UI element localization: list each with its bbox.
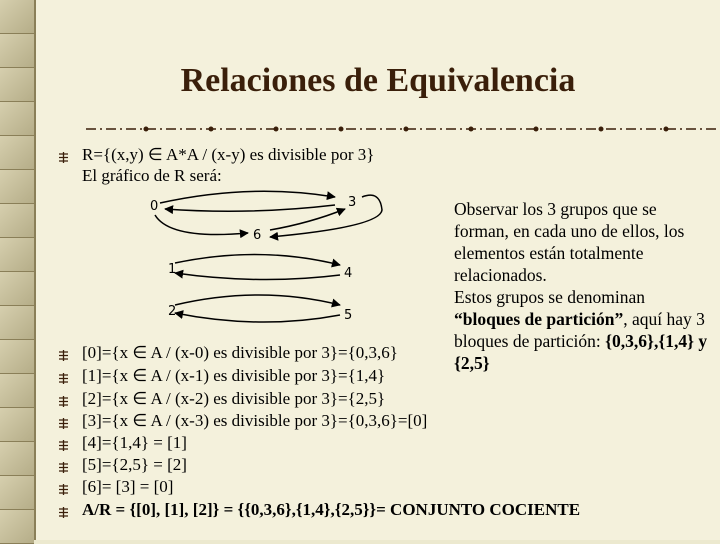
class-4: [4]={1,4} = [1] (82, 433, 187, 452)
relation-definition: R={(x,y) ∈ A*A / (x-y) es divisible por 3} (82, 145, 375, 164)
graph-node-2: 2 (168, 304, 177, 319)
class-2: [2]={x ∈ A / (x-2) es divisible por 3}={2,5} (82, 389, 386, 408)
class-3: [3]={x ∈ A / (x-3) es divisible por 3}={0,3,6}=[0] (82, 411, 428, 430)
bullet-icon (58, 507, 69, 518)
graph-node-0: 0 (150, 199, 159, 214)
graph-caption: El gráfico de R será: (82, 166, 222, 185)
bullet-icon (58, 418, 69, 429)
class-6: [6]= [3] = [0] (82, 477, 174, 496)
decorative-divider (86, 122, 720, 136)
bullet-icon (58, 484, 69, 495)
graph-node-3: 3 (348, 195, 357, 210)
observation-note (454, 198, 708, 374)
bullet-icon (58, 350, 69, 361)
graph-node-5: 5 (344, 308, 353, 323)
graph-node-4: 4 (344, 266, 353, 281)
graph-node-1: 1 (168, 262, 177, 277)
class-0: [0]={x ∈ A / (x-0) es divisible por 3}={0,3,6} (82, 343, 398, 362)
relation-graph (130, 185, 430, 335)
bullet-icon (58, 462, 69, 473)
partition-blocks: {0,3,6},{1,4} y {2,5} (454, 331, 708, 373)
graph-node-6: 6 (253, 228, 262, 243)
bullet-icon (58, 396, 69, 407)
observation-text-2: Estos grupos se denominan (454, 287, 646, 307)
quotient-set: A/R = {[0], [1], [2]} = {{0,3,6},{1,4},{2,5}}= CONJUNTO COCIENTE (82, 500, 581, 519)
class-1: [1]={x ∈ A / (x-1) es divisible por 3}={1,4} (82, 366, 386, 385)
bullet-icon (58, 152, 69, 163)
bullet-icon (58, 440, 69, 451)
partition-term: “bloques de partición” (454, 309, 624, 329)
observation-text-3: , aquí hay 3 bloques de partición: (454, 309, 705, 351)
bullet-icon (58, 373, 69, 384)
class-5: [5]={2,5} = [2] (82, 455, 187, 474)
page-title: Relaciones de Equivalencia (180, 62, 576, 99)
observation-text: Observar los 3 grupos que se forman, en cada uno de ellos, los elementos están totalmente relacionados. (454, 199, 685, 285)
decorative-sidebar (0, 0, 36, 540)
